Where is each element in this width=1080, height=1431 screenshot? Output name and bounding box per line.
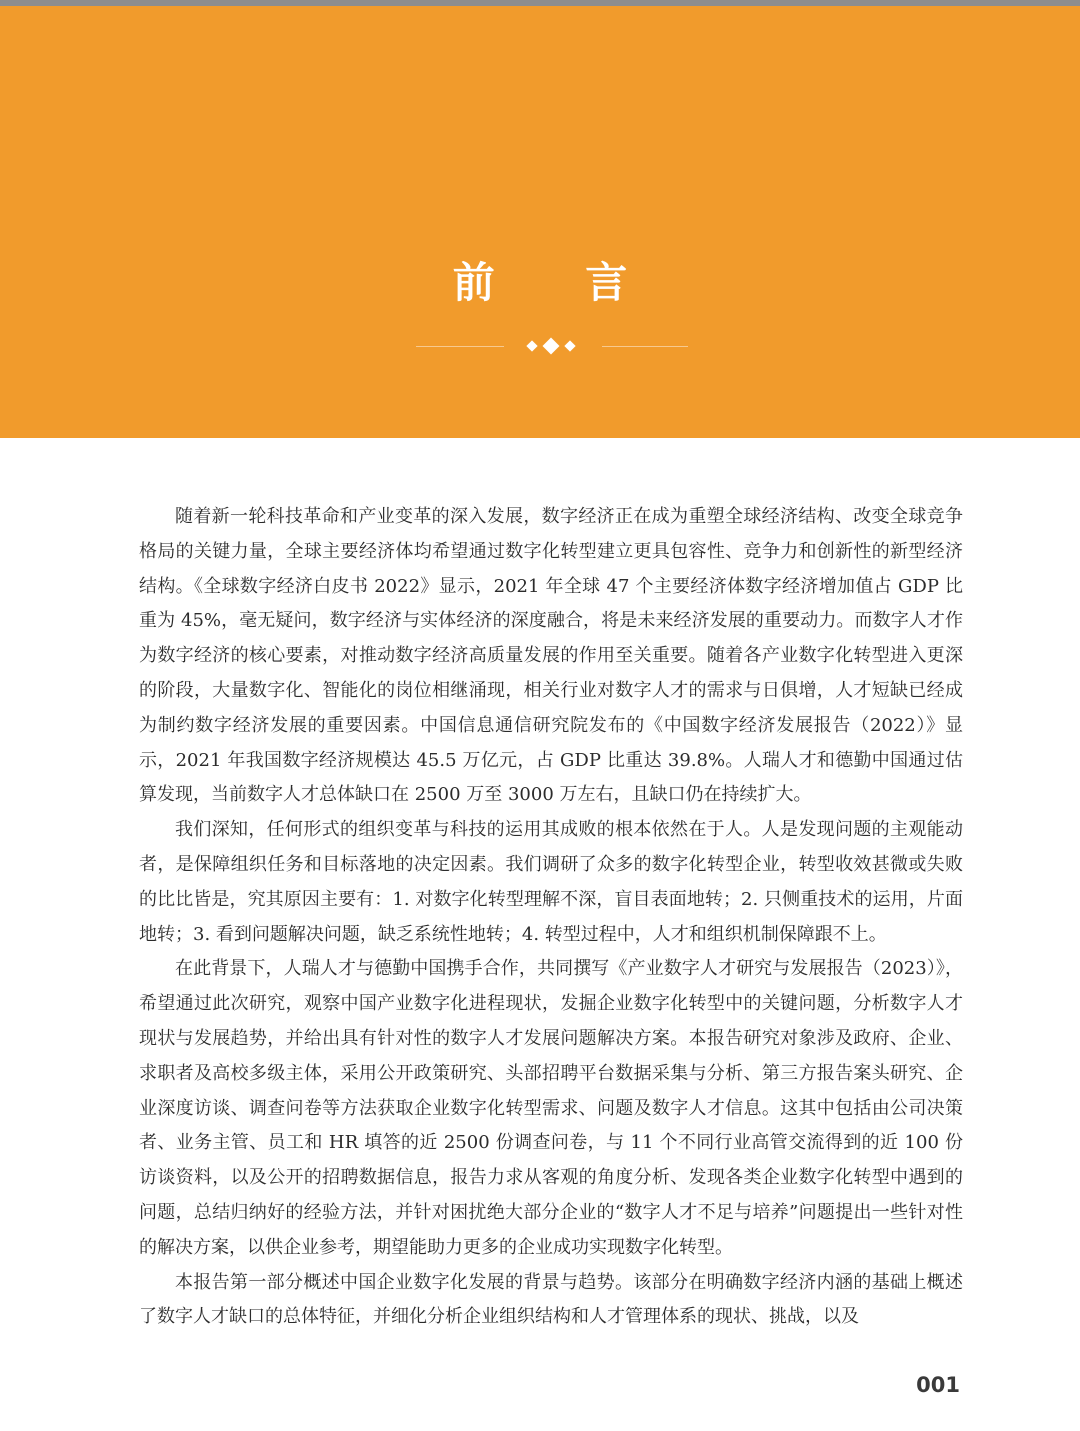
large-diamond-icon <box>543 338 560 355</box>
paragraph-3: 在此背景下，人瑞人才与德勤中国携手合作，共同撰写《产业数字人才研究与发展报告（2023）》，希望通过此次研究，观察中国产业数字化进程现状，发掘企业数字化转型中的关键问题，分析数字人才现状与发展趋势，并给出具有针对性的数字人才发展问题解决方案。本报告研究对象涉及政府、企业、求职者及高校多级主体，采用公开政策研究、头部招聘平台数据采集与分析、第三方报告案头研究、企业深度访谈、调查问卷等方法获取企业数字化转型需求、问题及数字人才信息。这其中包括由公司决策者、业务主管、员工和 HR 填答的近 2500 份调查问卷，与 11 个不同行业高管交流得到的近 100 份访谈资料，以及公开的招聘数据信息，报告力求从客观的角度分析、发现各类企业数字化转型中遇到的问题，总结归纳好的经验方法，并针对困扰绝大部分企业的“数字人才不足与培养”问题提出一些针对性的解决方案，以供企业参考，期望能助力更多的企业成功实现数字化转型。 <box>139 958 963 1258</box>
ornament-line-left <box>416 346 504 347</box>
ornament-line-right <box>602 346 688 347</box>
small-diamond-icon <box>526 340 537 351</box>
paragraph-4: 本报告第一部分概述中国企业数字化发展的背景与趋势。该部分在明确数字经济内涵的基础上概述了数字人才缺口的总体特征，并细化分析企业组织结构和人才管理体系的现状、挑战，以及 <box>139 1271 963 1328</box>
paragraph-2: 我们深知，任何形式的组织变革与科技的运用其成败的根本依然在于人。人是发现问题的主观能动者，是保障组织任务和目标落地的决定因素。我们调研了众多的数字化转型企业，转型收效甚微或失败的比比皆是，究其原因主要有：1. 对数字化转型理解不深，盲目表面地转；2. 只侧重技术的运用，片面地转；3. 看到问题解决问题，缺乏系统性地转；4. 转型过程中，人才和组织机制保障跟不上。 <box>139 819 963 945</box>
title-ornament <box>0 332 1080 362</box>
header-banner <box>0 6 1080 438</box>
page-title: 前 言 <box>452 258 666 307</box>
page-number: 001 <box>916 1373 960 1397</box>
paragraph-1: 随着新一轮科技革命和产业变革的深入发展，数字经济正在成为重塑全球经济结构、改变全球竞争格局的关键力量，全球主要经济体均希望通过数字化转型建立更具包容性、竞争力和创新性的新型经济结构。《全球数字经济白皮书 2022》显示，2021 年全球 47 个主要经济体数字经济增加值占 GDP 比重为 45%，毫无疑问，数字经济与实体经济的深度融合，将是未来经济发展的重要动力。而数字人才作为数字经济的核心要素，对推动数字经济高质量发展的作用至关重要。随着各产业数字化转型进入更深的阶段，大量数字化、智能化的岗位相继涌现，相关行业对数字人才的需求与日俱增，人才短缺已经成为制约数字经济发展的重要因素。中国信息通信研究院发布的《中国数字经济发展报告（2022）》显示，2021 年我国数字经济规模达 45.5 万亿元，占 GDP 比重达 39.8%。人瑞人才和德勤中国通过估算发现，当前数字人才总体缺口在 2500 万至 3000 万左右，且缺口仍在持续扩大。 <box>139 506 963 806</box>
preface-body <box>139 500 963 1335</box>
small-diamond-icon <box>564 340 575 351</box>
